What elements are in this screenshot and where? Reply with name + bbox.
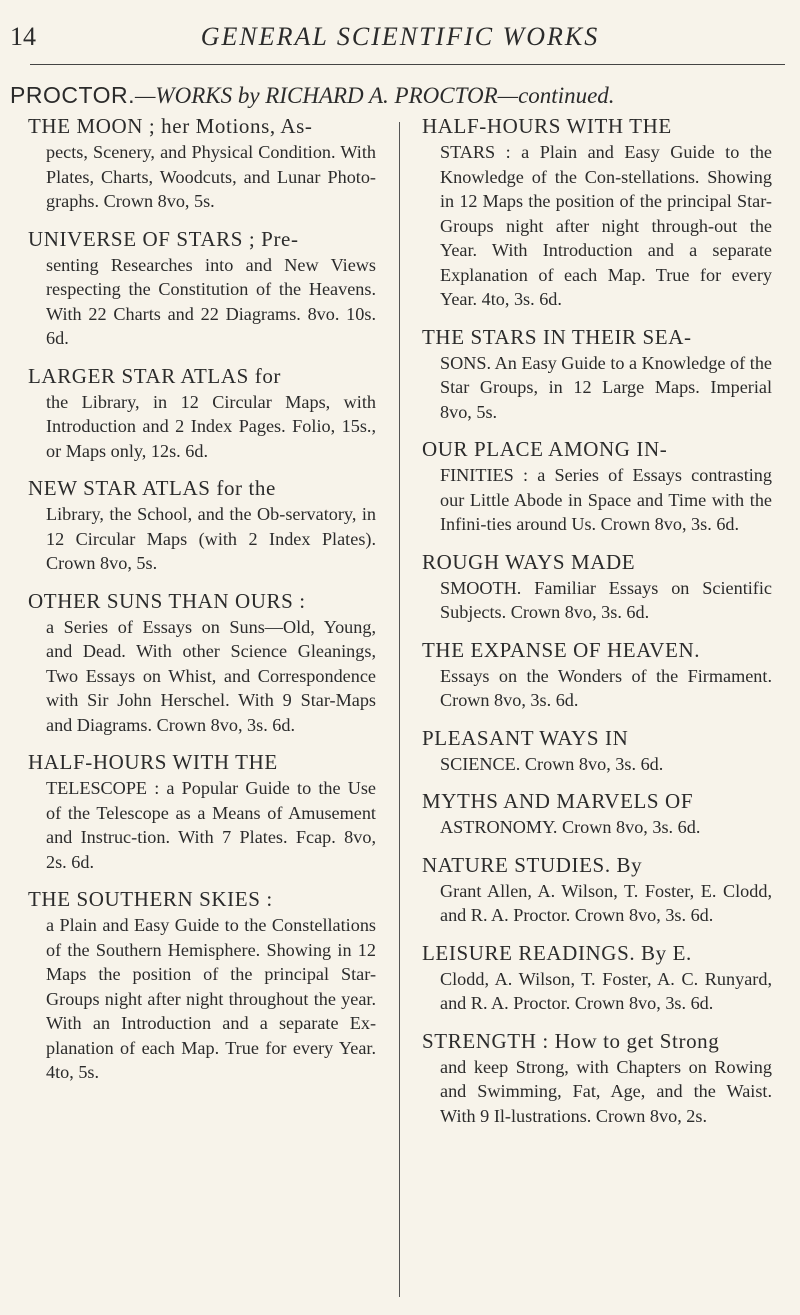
entry-description: TELESCOPE : a Popular Guide to the Use of the Telescope as a Means of Amusement and Instruc-tion. With 7 Plates. Fcap. 8vo, 2s. 6d. xyxy=(46,778,376,872)
running-head-title: GENERAL SCIENTIFIC WORKS xyxy=(200,22,600,51)
page-number: 14 xyxy=(10,22,36,51)
book-entry xyxy=(28,225,376,351)
entry-description: the Library, in 12 Circular Maps, with Introduction and 2 Index Pages. Folio, 15s., or Maps only, 12s. 6d. xyxy=(46,391,376,461)
entry-title: OUR PLACE AMONG IN- xyxy=(422,437,668,461)
book-entry xyxy=(28,587,376,738)
entry-description: SONS. An Easy Guide to a Knowledge of the Star Groups, in 12 Large Maps. Imperial 8vo, 5s. xyxy=(440,352,772,422)
entry-title: THE EXPANSE OF HEAVEN. xyxy=(422,637,701,662)
author-heading: PROCTOR. xyxy=(10,82,135,108)
column-divider xyxy=(399,122,400,1297)
entry-title: STRENGTH : How to get Strong xyxy=(422,1028,720,1053)
entry-title: LARGER STAR ATLAS for xyxy=(28,363,282,388)
header-rule xyxy=(30,64,785,65)
entry-description: FINITIES : a Series of Essays contrasting our Little Abode in Space and Time with the Infini-ties around Us. Crown 8vo, 3s. 6d. xyxy=(440,465,772,534)
book-entry xyxy=(28,885,376,1085)
book-entry xyxy=(28,748,376,874)
section-subtitle: —WORKS by RICHARD A. PROCTOR—continued. xyxy=(134,83,615,108)
running-head xyxy=(0,22,800,54)
book-entry xyxy=(422,323,772,425)
entry-title: HALF-HOURS WITH THE xyxy=(28,750,278,774)
entry-description: a Plain and Easy Guide to the Constellations of the Southern Hemisphere. Showing in 12 Maps the position of the principal Star-Groups night after night throughout the year. With an Introduction and a separate Ex-planation of each Map. True for every Year. 4to, 5s. xyxy=(46,915,376,1082)
book-entry xyxy=(422,787,772,840)
entry-title: THE MOON ; her Motions, As- xyxy=(28,114,313,138)
entry-title: OTHER SUNS THAN OURS : xyxy=(28,588,306,613)
right-column xyxy=(422,112,772,1139)
book-entry xyxy=(422,636,772,713)
book-entry xyxy=(28,362,376,464)
entry-description: Clodd, A. Wilson, T. Foster, A. C. Runyard, and R. A. Proctor. Crown 8vo, 3s. 6d. xyxy=(440,968,772,1013)
entry-description: Library, the School, and the Ob-servatory, in 12 Circular Maps (with 2 Index Plates). Crown 8vo, 5s. xyxy=(46,504,376,573)
book-entry xyxy=(422,112,772,312)
entry-description: SMOOTH. Familiar Essays on Scientific Subjects. Crown 8vo, 3s. 6d. xyxy=(440,577,772,622)
entry-description: STARS : a Plain and Easy Guide to the Knowledge of the Con-stellations. Showing in 12 Maps the position of the principal Star-Groups night after night through-out the Year. With Introduction and a separate Explanation of each Map. True for every Year. 4to, 3s. 6d. xyxy=(440,142,772,309)
book-entry xyxy=(422,851,772,928)
entry-title: NEW STAR ATLAS for the xyxy=(28,476,276,500)
book-entry xyxy=(28,112,376,214)
entry-title: LEISURE READINGS. By E. xyxy=(422,940,692,965)
book-entry xyxy=(422,435,772,537)
entry-title: UNIVERSE OF STARS ; Pre- xyxy=(28,226,299,251)
entry-description: Essays on the Wonders of the Firmament. Crown 8vo, 3s. 6d. xyxy=(440,665,772,710)
entry-description: and keep Strong, with Chapters on Rowing and Swimming, Fat, Age, and the Waist. With 9 Il-lustrations. Crown 8vo, 2s. xyxy=(440,1056,772,1126)
entry-title: THE SOUTHERN SKIES : xyxy=(28,887,273,911)
section-title xyxy=(10,82,800,109)
entry-title: THE STARS IN THEIR SEA- xyxy=(422,324,692,349)
book-entry xyxy=(422,548,772,625)
book-entry xyxy=(28,474,376,576)
entry-description: Grant Allen, A. Wilson, T. Foster, E. Clodd, and R. A. Proctor. Crown 8vo, 3s. 6d. xyxy=(440,880,772,925)
entry-description: pects, Scenery, and Physical Condition. With Plates, Charts, Woodcuts, and Lunar Photo-graphs. Crown 8vo, 5s. xyxy=(46,142,376,211)
book-entry xyxy=(422,724,772,777)
book-entry xyxy=(422,1027,772,1129)
left-column xyxy=(28,112,376,1096)
entry-title: HALF-HOURS WITH THE xyxy=(422,114,672,138)
entry-title: MYTHS AND MARVELS OF xyxy=(422,789,694,813)
entry-title: NATURE STUDIES. By xyxy=(422,852,643,877)
entry-description: SCIENCE. Crown 8vo, 3s. 6d. xyxy=(440,753,664,774)
entry-title: ROUGH WAYS MADE xyxy=(422,549,636,574)
entry-description: senting Researches into and New Views respecting the Constitution of the Heavens. With 22 Charts and 22 Diagrams. 8vo. 10s. 6d. xyxy=(46,254,376,348)
entry-title: PLEASANT WAYS IN xyxy=(422,725,629,750)
entry-description: ASTRONOMY. Crown 8vo, 3s. 6d. xyxy=(440,817,701,837)
book-entry xyxy=(422,939,772,1016)
entry-description: a Series of Essays on Suns—Old, Young, and Dead. With other Science Gleanings, Two Essays on Whist, and Correspondence with Sir John Herschel. With 9 Star-Maps and Diagrams. Crown 8vo, 3s. 6d. xyxy=(46,616,376,735)
